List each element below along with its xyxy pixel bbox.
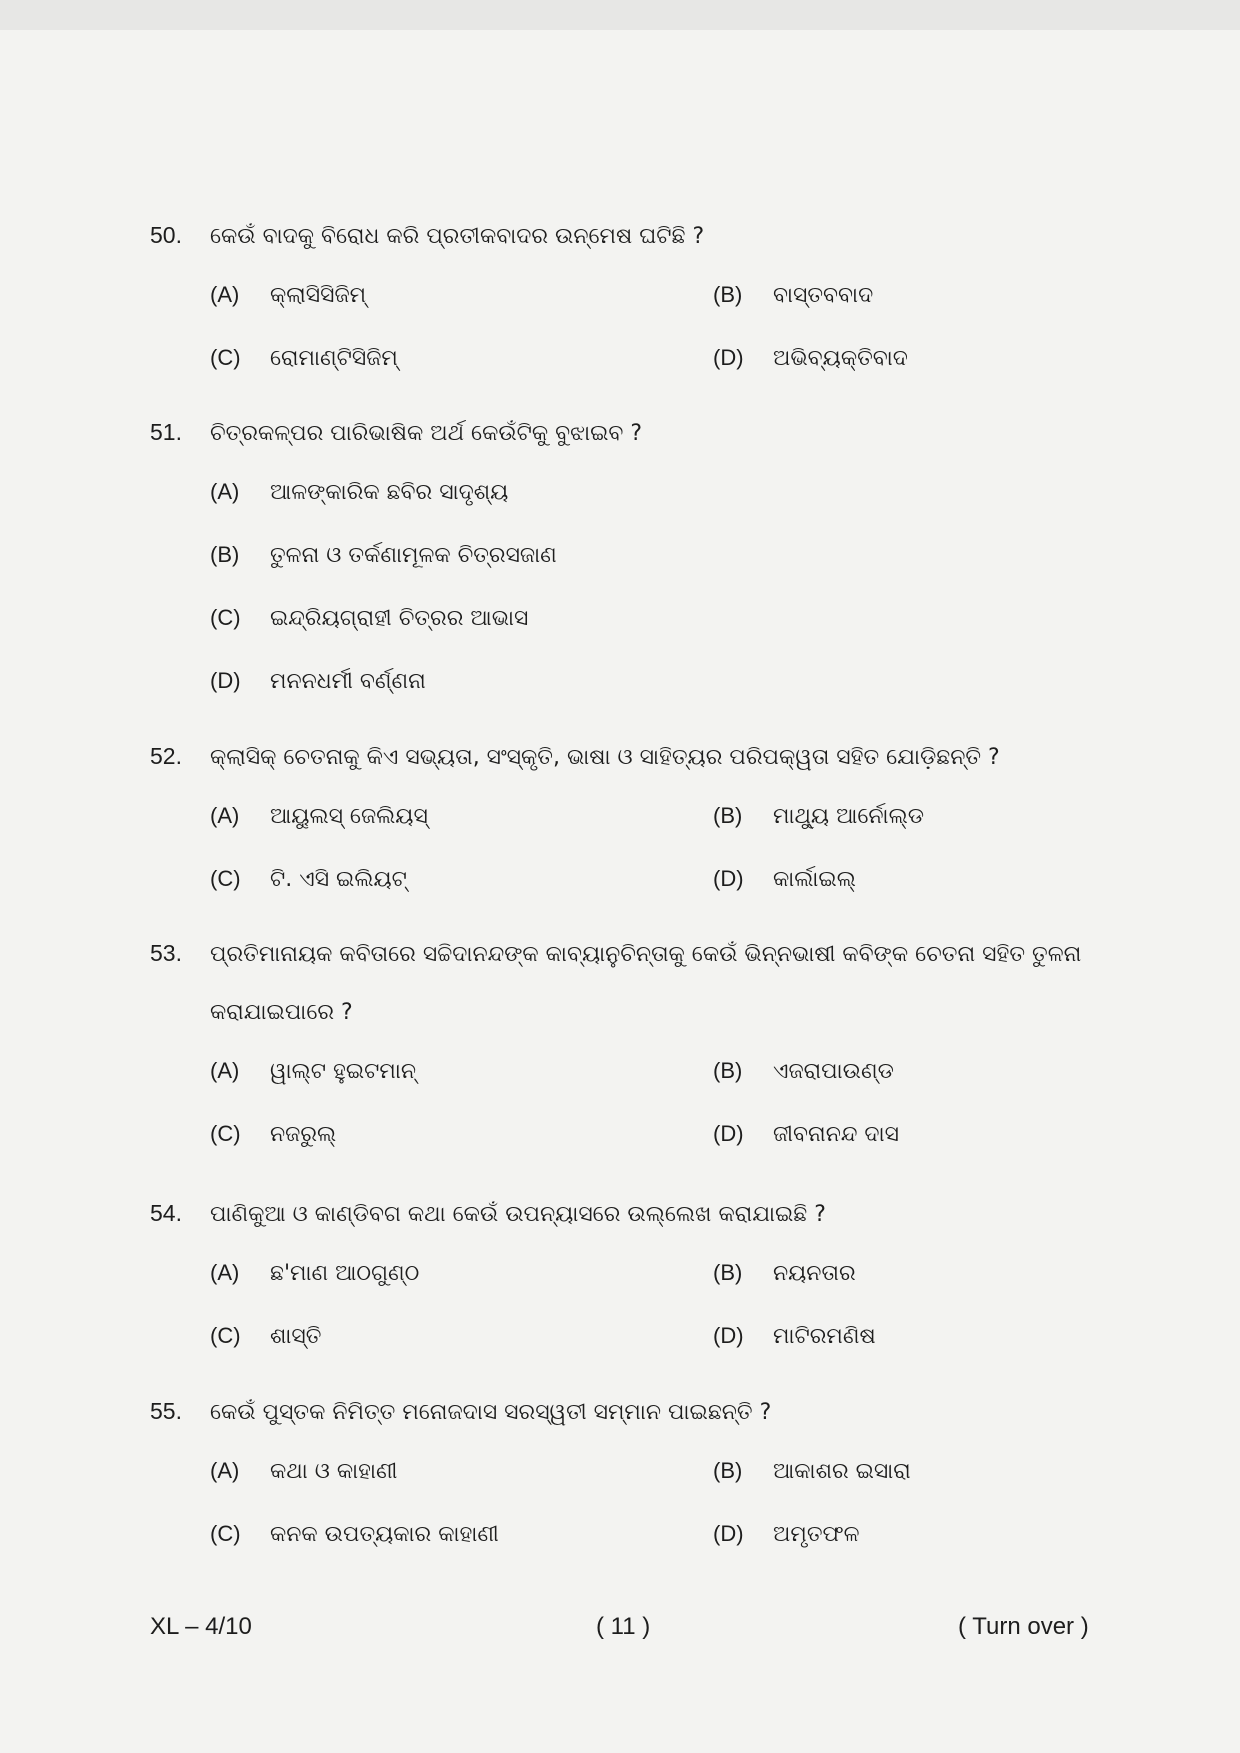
paper-code: XL – 4/10 <box>150 1613 252 1640</box>
option-c <box>210 603 528 634</box>
question-text: କେଉଁ ବାଦକୁ ବିରୋଧ କରି ପ୍ରତୀକବାଦର ଉନ୍ମେଷ ଘଟିଛି ? <box>210 224 705 249</box>
option-b <box>210 540 557 571</box>
option-a <box>210 1456 397 1487</box>
question-54 <box>150 1198 1140 1349</box>
option-b <box>713 1456 911 1487</box>
option-d <box>210 666 426 697</box>
option-letter: (C) <box>210 1121 241 1146</box>
option-letter: (A) <box>210 1458 240 1483</box>
option-text: ଆଳଙ୍କାରିକ ଛବିର ସାଦୃଶ୍ୟ <box>270 480 509 505</box>
option-d <box>713 1519 860 1550</box>
option-b <box>713 801 924 832</box>
option-letter: (D) <box>713 1121 744 1146</box>
question-number: 52. <box>150 743 182 769</box>
option-text: ରୋମାଣ୍ଟିସିଜିମ୍ <box>270 346 398 371</box>
option-letter: (B) <box>713 1458 743 1483</box>
option-d <box>713 1321 876 1352</box>
option-letter: (D) <box>713 1323 744 1348</box>
option-letter: (B) <box>713 1260 743 1285</box>
option-letter: (A) <box>210 1260 240 1285</box>
option-letter: (B) <box>713 282 743 307</box>
question-text: ଚିତ୍ରକଳ୍ପର ପାରିଭାଷିକ ଅର୍ଥ କେଉଁଟିକୁ ବୁଝାଇବ ? <box>210 421 643 446</box>
option-text: ଛ'ମାଣ ଆଠଗୁଣ୍ଠ <box>270 1261 420 1286</box>
option-text: ତୁଳନା ଓ ତର୍କଣାମୂଳକ ଚିତ୍ରସଜାଣ <box>270 543 557 568</box>
option-c <box>210 1519 499 1550</box>
option-text: ନୟନତାର <box>773 1261 856 1286</box>
option-text: ଅମୃତଫଳ <box>773 1522 860 1547</box>
question-51 <box>150 417 1140 694</box>
option-letter: (C) <box>210 605 241 630</box>
option-b <box>713 280 873 311</box>
option-a <box>210 280 366 311</box>
option-letter: (A) <box>210 803 240 828</box>
option-letter: (D) <box>713 866 744 891</box>
question-text: ପ୍ରତିମାନାୟକ କବିତାରେ ସଚ୍ଚିଦାନନ୍ଦଙ୍କ କାବ୍ୟାନୁଚିନ୍ତାକୁ କେଉଁ ଭିନ୍ନଭାଷୀ କବିଙ୍କ ଚେତନା ସହିତ ତୁଳନା <box>210 942 1082 967</box>
option-text: ଜୀବନାନନ୍ଦ ଦାସ <box>773 1122 899 1147</box>
option-b <box>713 1258 856 1289</box>
option-b <box>713 1056 894 1087</box>
option-letter: (A) <box>210 282 240 307</box>
option-a <box>210 1258 419 1289</box>
option-letter: (D) <box>713 1521 744 1546</box>
question-text-continued: କରାଯାଇପାରେ ? <box>210 1000 353 1025</box>
option-text: ବାସ୍ତବବାଦ <box>773 283 874 308</box>
option-c <box>210 343 398 374</box>
option-letter: (B) <box>713 1058 743 1083</box>
question-text: ପାଣିକୁଆ ଓ କାଣ୍ଡିବଗ କଥା କେଉଁ ଉପନ୍ୟାସରେ ଉଲ୍ଲେଖ କରାଯାଇଛି ? <box>210 1202 826 1227</box>
question-52 <box>150 741 1140 892</box>
option-text: କ୍ଲାସିସିଜିମ୍ <box>270 283 367 308</box>
option-a <box>210 1056 416 1087</box>
option-a <box>210 477 508 508</box>
option-text: ଆୟୁଲସ୍ ଜେଲିୟସ୍ <box>270 804 428 829</box>
option-text: ୱାଲ୍ଟ ହୁଇଟମାନ୍ <box>270 1059 417 1084</box>
question-number: 51. <box>150 419 182 445</box>
page-number: ( 11 ) <box>596 1613 651 1640</box>
question-50 <box>150 220 1140 371</box>
question-number: 54. <box>150 1200 182 1226</box>
option-c <box>210 1119 336 1150</box>
question-number: 55. <box>150 1398 182 1424</box>
option-text: ମାଥ୍ୟୁ ଆର୍ନୋଲ୍ଡ <box>773 804 925 829</box>
option-text: ନଜରୁଲ୍ <box>270 1122 337 1147</box>
option-a <box>210 801 428 832</box>
option-letter: (C) <box>210 345 241 370</box>
question-text: କେଉଁ ପୁସ୍ତକ ନିମିତ୍ତ ମନୋଜଦାସ ସରସ୍ୱତୀ ସମ୍ମାନ ପାଇଛନ୍ତି ? <box>210 1400 772 1425</box>
option-c <box>210 1321 321 1352</box>
option-d <box>713 1119 899 1150</box>
page-footer <box>0 1613 1240 1653</box>
exam-page <box>0 30 1240 1753</box>
question-55 <box>150 1396 1140 1547</box>
option-text: ଅଭିବ୍ୟକ୍ତିବାଦ <box>773 346 908 371</box>
option-text: କଥା ଓ କାହାଣୀ <box>270 1459 398 1484</box>
question-text: କ୍ଲାସିକ୍ ଚେତନାକୁ କିଏ ସଭ୍ୟତା, ସଂସ୍କୃତି, ଭାଷା ଓ ସାହିତ୍ୟର ପରିପକ୍ୱତା ସହିତ ଯୋଡ଼ିଛନ୍ତି ? <box>210 745 1000 770</box>
option-text: ମନନଧର୍ମୀ ବର୍ଣ୍ଣନା <box>270 669 426 694</box>
option-letter: (D) <box>713 345 744 370</box>
scan-top-edge <box>0 0 1240 30</box>
option-letter: (B) <box>713 803 743 828</box>
option-text: କନକ ଉପତ୍ୟକାର କାହାଣୀ <box>270 1522 499 1547</box>
option-letter: (B) <box>210 542 240 567</box>
option-letter: (C) <box>210 1323 241 1348</box>
option-text: ଆକାଶର ଇସାରା <box>773 1459 911 1484</box>
option-letter: (C) <box>210 1521 241 1546</box>
option-d <box>713 864 856 895</box>
option-text: ଟି. ଏସି ଇଲିୟଟ୍ <box>270 867 407 892</box>
question-53 <box>150 938 1140 1147</box>
option-letter: (D) <box>210 668 241 693</box>
option-text: କାର୍ଲାଇଲ୍ <box>773 867 856 892</box>
question-number: 50. <box>150 222 182 248</box>
option-letter: (A) <box>210 479 240 504</box>
option-text: ଇନ୍ଦ୍ରିୟଗ୍ରାହୀ ଚିତ୍ରର ଆଭାସ <box>270 606 529 631</box>
option-letter: (A) <box>210 1058 240 1083</box>
option-letter: (C) <box>210 866 241 891</box>
option-c <box>210 864 407 895</box>
option-d <box>713 343 908 374</box>
question-number: 53. <box>150 940 182 966</box>
turn-over-note: ( Turn over ) <box>958 1613 1089 1640</box>
option-text: ମାଟିରମଣିଷ <box>773 1324 876 1349</box>
option-text: ଏଜରାପାଉଣ୍ଡ <box>773 1059 894 1084</box>
option-text: ଶାସ୍ତି <box>270 1324 322 1349</box>
